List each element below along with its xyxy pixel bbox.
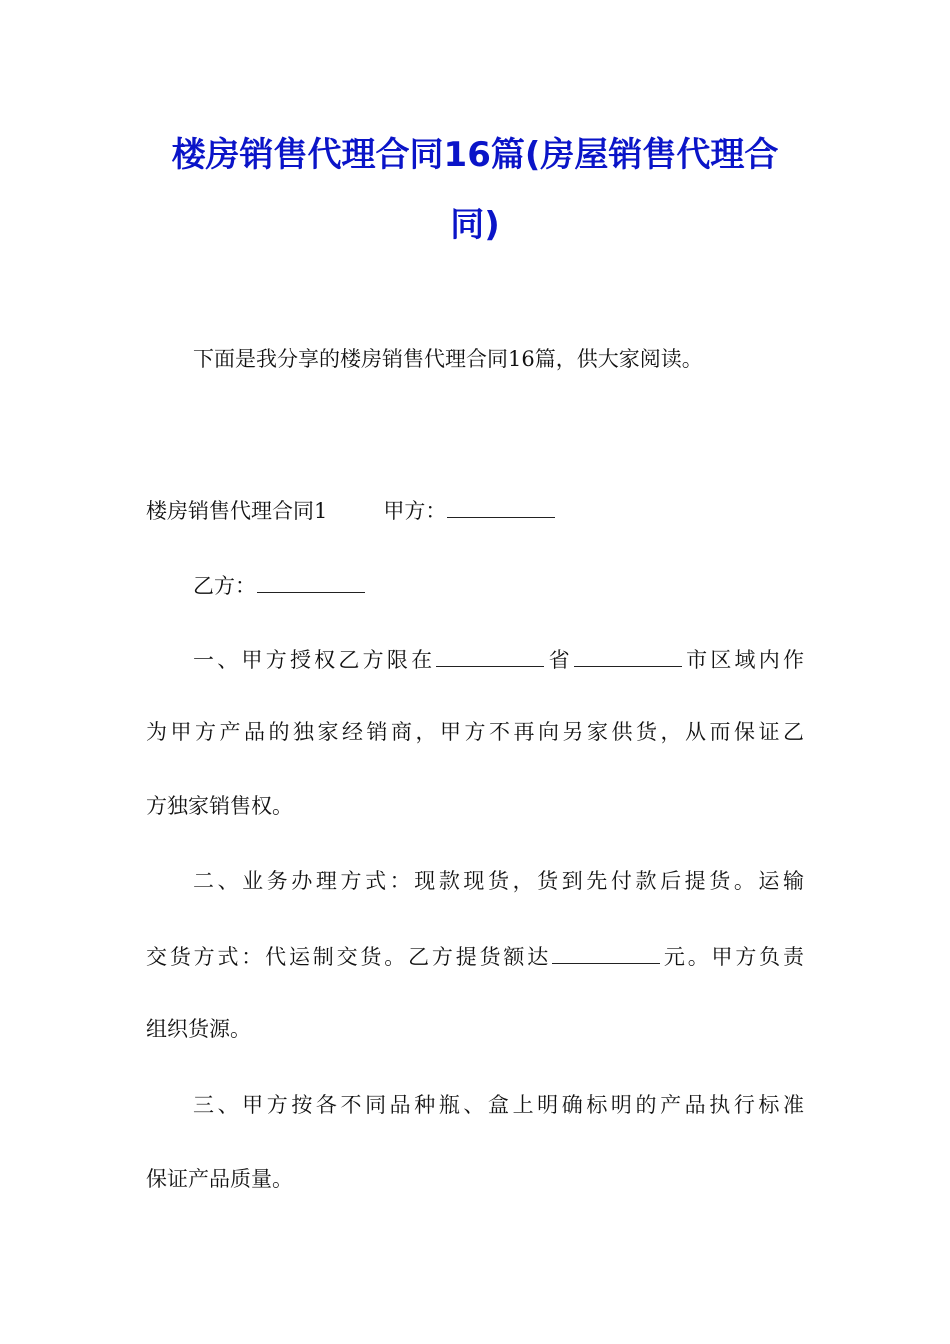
clause-1-text-a: 一、甲方授权乙方限在 [193,648,436,672]
clause-2-line-2 [146,945,804,968]
party-b-label: 乙方： [193,574,256,598]
party-b-blank [257,574,365,593]
intro-paragraph: 下面是我分享的楼房销售代理合同16篇，供大家阅读。 [193,347,703,371]
party-b-row [193,574,366,597]
party-a-label: 甲方： [383,499,447,523]
clause-2-text-b: 元。甲方负责 [661,945,805,969]
clause-2-line-3: 组织货源。 [146,1017,251,1041]
clause-1-text-c: 市区域内作 [682,648,805,672]
document-title-line-2: 同) [450,205,500,245]
clause-3-line-2: 保证产品质量。 [146,1167,293,1191]
clause-1-line-1 [193,648,804,671]
clause-1-line-3: 方独家销售权。 [146,794,293,818]
city-blank [574,648,682,667]
contract-heading: 楼房销售代理合同1 [146,499,328,523]
clause-1-line-2: 为甲方产品的独家经销商，甲方不再向另家供货，从而保证乙 [146,720,804,744]
clause-1-text-b: 省 [545,648,573,672]
province-blank [436,648,544,667]
clause-3-line-1: 三、甲方按各不同品种瓶、盒上明确标明的产品执行标准 [193,1093,804,1117]
party-a-blank [447,499,555,518]
contract-heading-row [146,499,556,522]
document-title-line-1: 楼房销售代理合同16篇(房屋销售代理合 [171,135,779,175]
amount-blank [552,945,660,964]
clause-2-text-a: 交货方式：代运制交货。乙方提货额达 [146,945,552,969]
clause-2-line-1: 二、业务办理方式：现款现货，货到先付款后提货。运输 [193,869,804,893]
